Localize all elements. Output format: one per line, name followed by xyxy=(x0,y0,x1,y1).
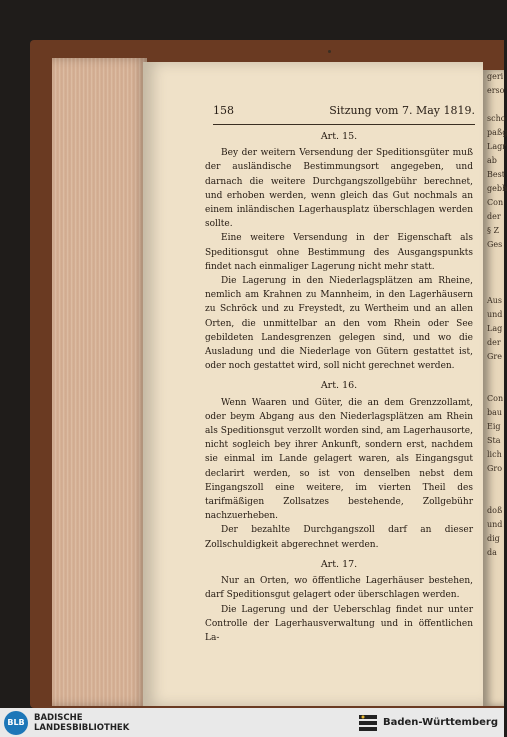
paragraph: Nur an Orten, wo öffentliche Lagerhäuser bestehen, darf Speditionsgut gelagert oder überschlagen werden. xyxy=(205,576,473,601)
edge-fragment: ab xyxy=(487,156,497,165)
edge-fragment: da xyxy=(487,548,497,557)
edge-fragment: Sta xyxy=(487,436,501,445)
article-heading: Art. 16. xyxy=(320,380,358,392)
edge-fragment: doß xyxy=(487,506,503,515)
ink-dot xyxy=(328,50,331,53)
edge-fragment: Eig xyxy=(487,422,501,431)
edge-fragment: Ges xyxy=(487,240,503,249)
library-name[interactable] xyxy=(34,713,129,733)
edge-fragment: § Z xyxy=(487,226,500,235)
header-rule xyxy=(213,124,475,125)
edge-fragment: Aus xyxy=(487,296,503,305)
edge-fragment: dig xyxy=(487,534,500,543)
edge-fragment: gebh xyxy=(487,184,507,193)
state-brand[interactable] xyxy=(359,715,498,731)
page-title: Sitzung vom 7. May 1819. xyxy=(329,104,475,117)
page-number: 158 xyxy=(213,104,234,117)
paragraph: Bey der weitern Versendung der Speditionsgüter muß der ausländische Bestimmungsort angegeben, und darnach die weitere Durchgangszollgebühr berechnet, und erhoben werden, wenn gleich das Gut nochmals an einem inländischen Lagerhausplatz überschlagen werden sollte. xyxy=(205,148,473,230)
state-name: Baden-Württemberg xyxy=(382,717,498,728)
lions-crest-icon xyxy=(359,715,377,731)
next-page-edge xyxy=(483,70,507,706)
library-name-line1: BADISCHE xyxy=(34,712,83,723)
edge-fragment xyxy=(483,252,504,266)
edge-fragment xyxy=(483,98,504,112)
edge-fragment: Con xyxy=(487,394,504,403)
edge-fragment: erso xyxy=(487,86,505,95)
edge-fragment: Lag xyxy=(487,324,503,333)
library-logo[interactable]: BLB xyxy=(4,711,28,735)
paragraph: Wenn Waaren und Güter, die an dem Grenzzollamt, oder beym Abgang aus den Niederlagsplätzen am Rhein als Speditionsgut verzollt worden sind, am Lagerhausorte, nicht sogleich bey ihrer Ankunft, sondern erst, nachdem sie einmal im Lande gelagert waren, als Eingangsgut declarirt werden, so ist von denselben nebst dem Eingangszoll eine weitere, im vierten Theil des tarifmäßigen Zollsatzes bestehende, Zollgebühr nachzuerheben. xyxy=(205,397,473,522)
edge-fragment: und xyxy=(487,310,503,319)
article-heading: Art. 15. xyxy=(320,131,358,142)
edge-fragment: scho xyxy=(487,114,506,123)
paragraph: Der bezahlte Durchgangszoll darf an dieser Zollschuldigkeit abgerechnet werden. xyxy=(205,525,473,550)
edge-fragment: Con xyxy=(487,198,504,207)
page-edges xyxy=(52,58,147,706)
edge-fragment xyxy=(483,364,504,378)
edge-fragment: paßg xyxy=(487,128,507,137)
edge-fragment xyxy=(483,280,504,294)
paragraph: Eine weitere Versendung in der Eigenschaft als Speditionsgut ohne Bestimmung des Ausgangspunkts findet nach einmaliger Lagerung nicht mehr statt. xyxy=(205,233,473,272)
edge-fragment: lich xyxy=(487,450,502,459)
page-text xyxy=(205,128,473,645)
edge-fragment: der xyxy=(487,212,501,221)
edge-fragment: Lagr xyxy=(487,142,507,151)
edge-fragment xyxy=(483,476,504,490)
edge-fragment: und xyxy=(487,520,503,529)
edge-fragment: Best xyxy=(487,170,505,179)
library-name-line2: LANDESBIBLIOTHEK xyxy=(34,722,130,733)
edge-fragment xyxy=(483,266,504,280)
footer-bar xyxy=(0,708,504,737)
article-heading: Art. 17. xyxy=(320,558,358,570)
edge-fragment xyxy=(483,378,504,392)
edge-fragment: Gro xyxy=(487,464,503,473)
paragraph: Die Lagerung und der Ueberschlag findet nur unter Controlle der Lagerhausverwaltung und in öffentlichen La- xyxy=(205,604,473,643)
edge-fragment: bau xyxy=(487,408,503,417)
edge-fragment: Gre xyxy=(487,352,502,361)
page-header xyxy=(213,104,475,122)
edge-fragment xyxy=(483,490,504,504)
edge-fragment: der xyxy=(487,338,501,347)
paragraph: Die Lagerung in den Niederlagsplätzen am Rheine, nemlich am Krahnen zu Mannheim, in den Lagerhäusern zu Schröck und zu Freystedt, zu Wertheim und an allen Orten, die unmittelbar an den vom Rhein oder See gebildeten Landesgrenzen gelegen sind, und wo die Ausladung und die Niederlage von Gütern gestattet ist, oder noch gestattet wird, soll nicht gerechnet werden. xyxy=(205,276,473,372)
edge-fragment: geri xyxy=(487,72,504,81)
